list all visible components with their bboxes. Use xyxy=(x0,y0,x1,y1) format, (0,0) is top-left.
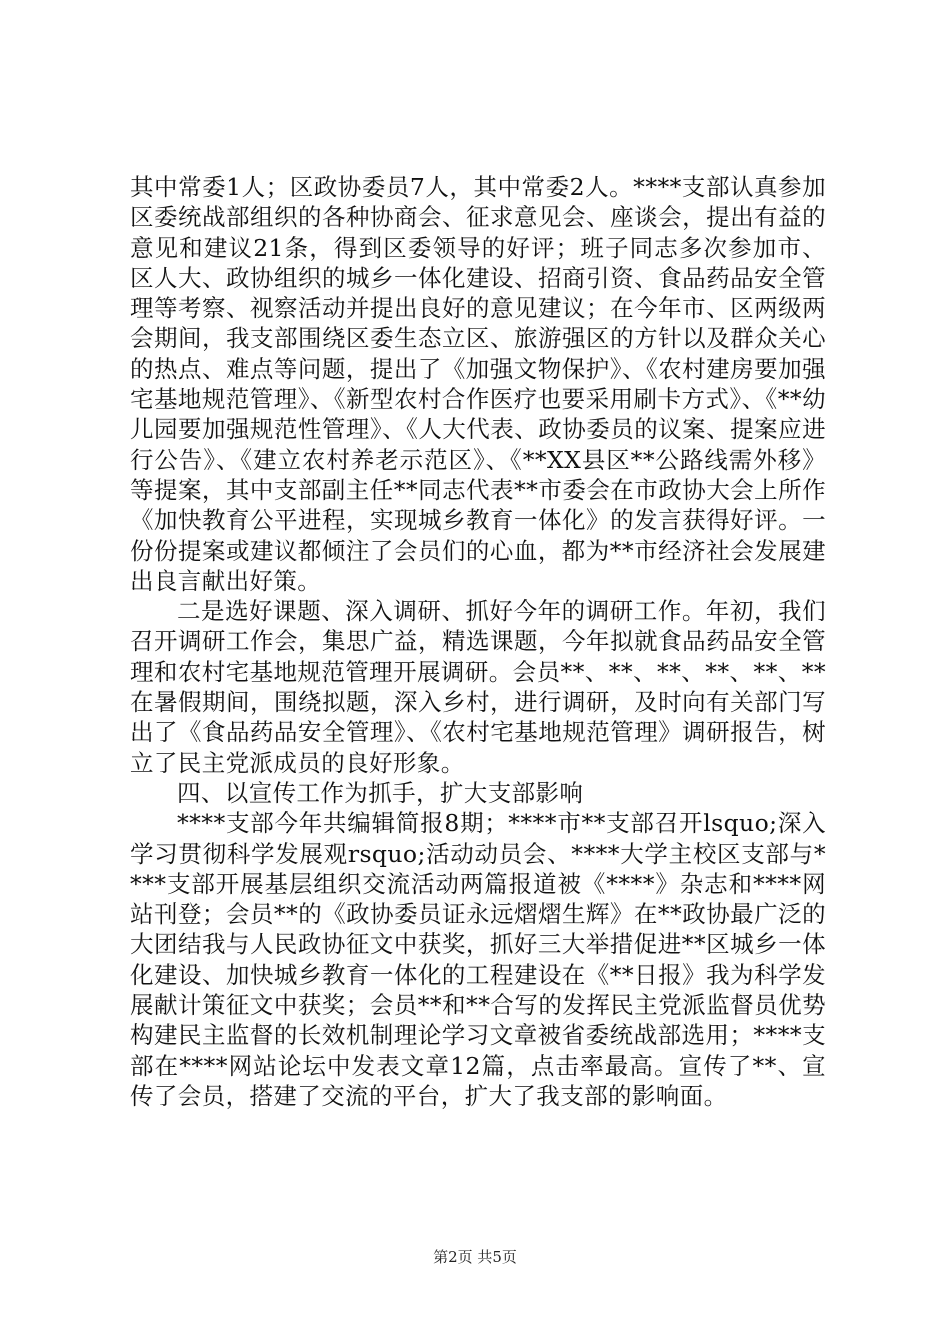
document-body xyxy=(130,172,826,1111)
page-number-footer: 第2页 共5页 xyxy=(433,1248,517,1266)
paragraph-research: 二是选好课题、深入调研、抓好今年的调研工作。年初，我们召开调研工作会，集思广益，精选课题，今年拟就食品药品安全管理和农村宅基地规范管理开展调研。会员**、**、**、**、**、**在暑假期间，围绕拟题，深入乡村，进行调研，及时向有关部门写出了《食品药品安全管理》、《农村宅基地规范管理》调研报告，树立了民主党派成员的良好形象。 xyxy=(130,597,826,777)
section-heading-publicity: 四、以宣传工作为抓手，扩大支部影响 xyxy=(177,778,584,807)
paragraph-publicity: ****支部今年共编辑简报8期；****市**支部召开lsquo;深入学习贯彻科学发展观rsquo;活动动员会、****大学主校区支部与****支部开展基层组织交流活动两篇报道被《****》杂志和****网站刊登；会员**的《政协委员证永远熠熠生辉》在**政协最广泛的大团结我与人民政协征文中获奖，抓好三大举措促进**区城乡一体化建设、加快城乡教育一体化的工程建设在《**日报》我为科学发展献计策征文中获奖；会员**和**合写的发挥民主党派监督员优势构建民主监督的长效机制理论学习文章被省委统战部选用；****支部在****网站论坛中发表文章12篇，点击率最高。宣传了**、宣传了会员，搭建了交流的平台，扩大了我支部的影响面。 xyxy=(130,809,826,1110)
paragraph-proposals: 其中常委1人；区政协委员7人，其中常委2人。****支部认真参加区委统战部组织的各种协商会、征求意见会、座谈会，提出有益的意见和建议21条，得到区委领导的好评；班子同志多次参加市、区人大、政协组织的城乡一体化建设、招商引资、食品药品安全管理等考察、视察活动并提出良好的意见建议；在今年市、区两级两会期间，我支部围绕区委生态立区、旅游强区的方针以及群众关心的热点、难点等问题，提出了《加强文物保护》、《农村建房要加强宅基地规范管理》、《新型农村合作医疗也要采用刷卡方式》、《**幼儿园要加强规范性管理》、《人大代表、政协委员的议案、提案应进行公告》、《建立农村养老示范区》、《**XX县区**公路线需外移》等提案，其中支部副主任**同志代表**市委会在市政协大会上所作《加快教育公平进程，实现城乡教育一体化》的发言获得好评。一份份提案或建议都倾注了会员们的心血，都为**市经济社会发展建出良言献出好策。 xyxy=(130,173,826,595)
